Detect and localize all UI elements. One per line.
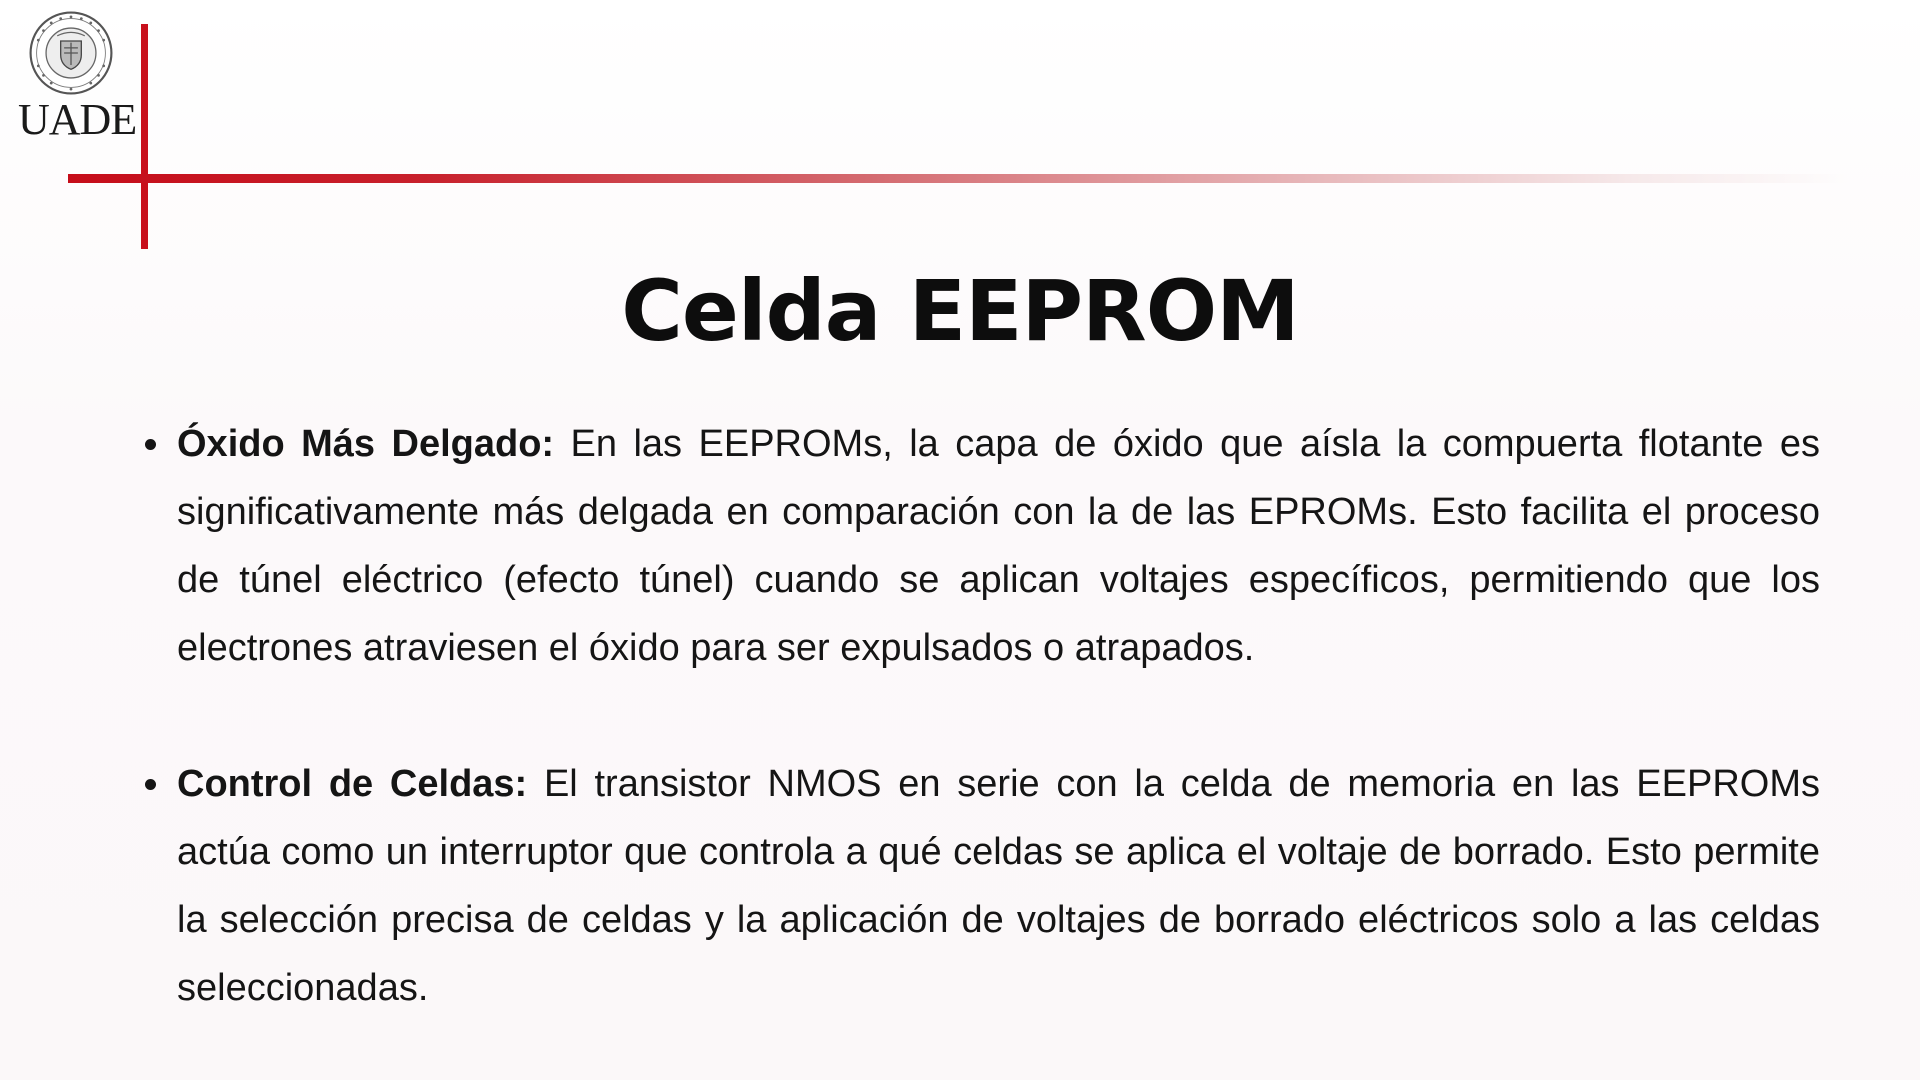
- bullet-heading: Óxido Más Delgado:: [177, 423, 571, 465]
- bullet-dot-icon: [145, 439, 156, 450]
- accent-horizontal-line: [68, 174, 1848, 183]
- bullet-item-thin-oxide: [145, 410, 1820, 682]
- uade-logo: [14, 8, 137, 148]
- university-seal-icon: [28, 10, 114, 96]
- bullet-text: El transistor NMOS en serie con la celda de memoria en las EEPROMs actúa como un interruptor que controla a qué celdas se aplica el voltaje de borrado. Esto permite la selección precisa de celdas y la aplicación de voltajes de borrado eléctricos solo a las celdas seleccionadas.: [177, 763, 1820, 1009]
- bullet-dot-icon: [145, 779, 156, 790]
- bullet-list: [145, 410, 1820, 1022]
- accent-vertical-line: [141, 24, 148, 249]
- bullet-item-cell-control: [145, 750, 1820, 1022]
- bullet-heading: Control de Celdas:: [177, 763, 544, 805]
- bullet-text: En las EEPROMs, la capa de óxido que aísla la compuerta flotante es significativamente más delgada en comparación con la de las EPROMs. Esto facilita el proceso de túnel eléctrico (efecto túnel) cuando se aplican voltajes específicos, permitiendo que los electrones atraviesen el óxido para ser expulsados o atrapados.: [177, 423, 1820, 669]
- logo-wordmark: UADE: [18, 95, 137, 144]
- slide-title: Celda EEPROM: [621, 262, 1299, 361]
